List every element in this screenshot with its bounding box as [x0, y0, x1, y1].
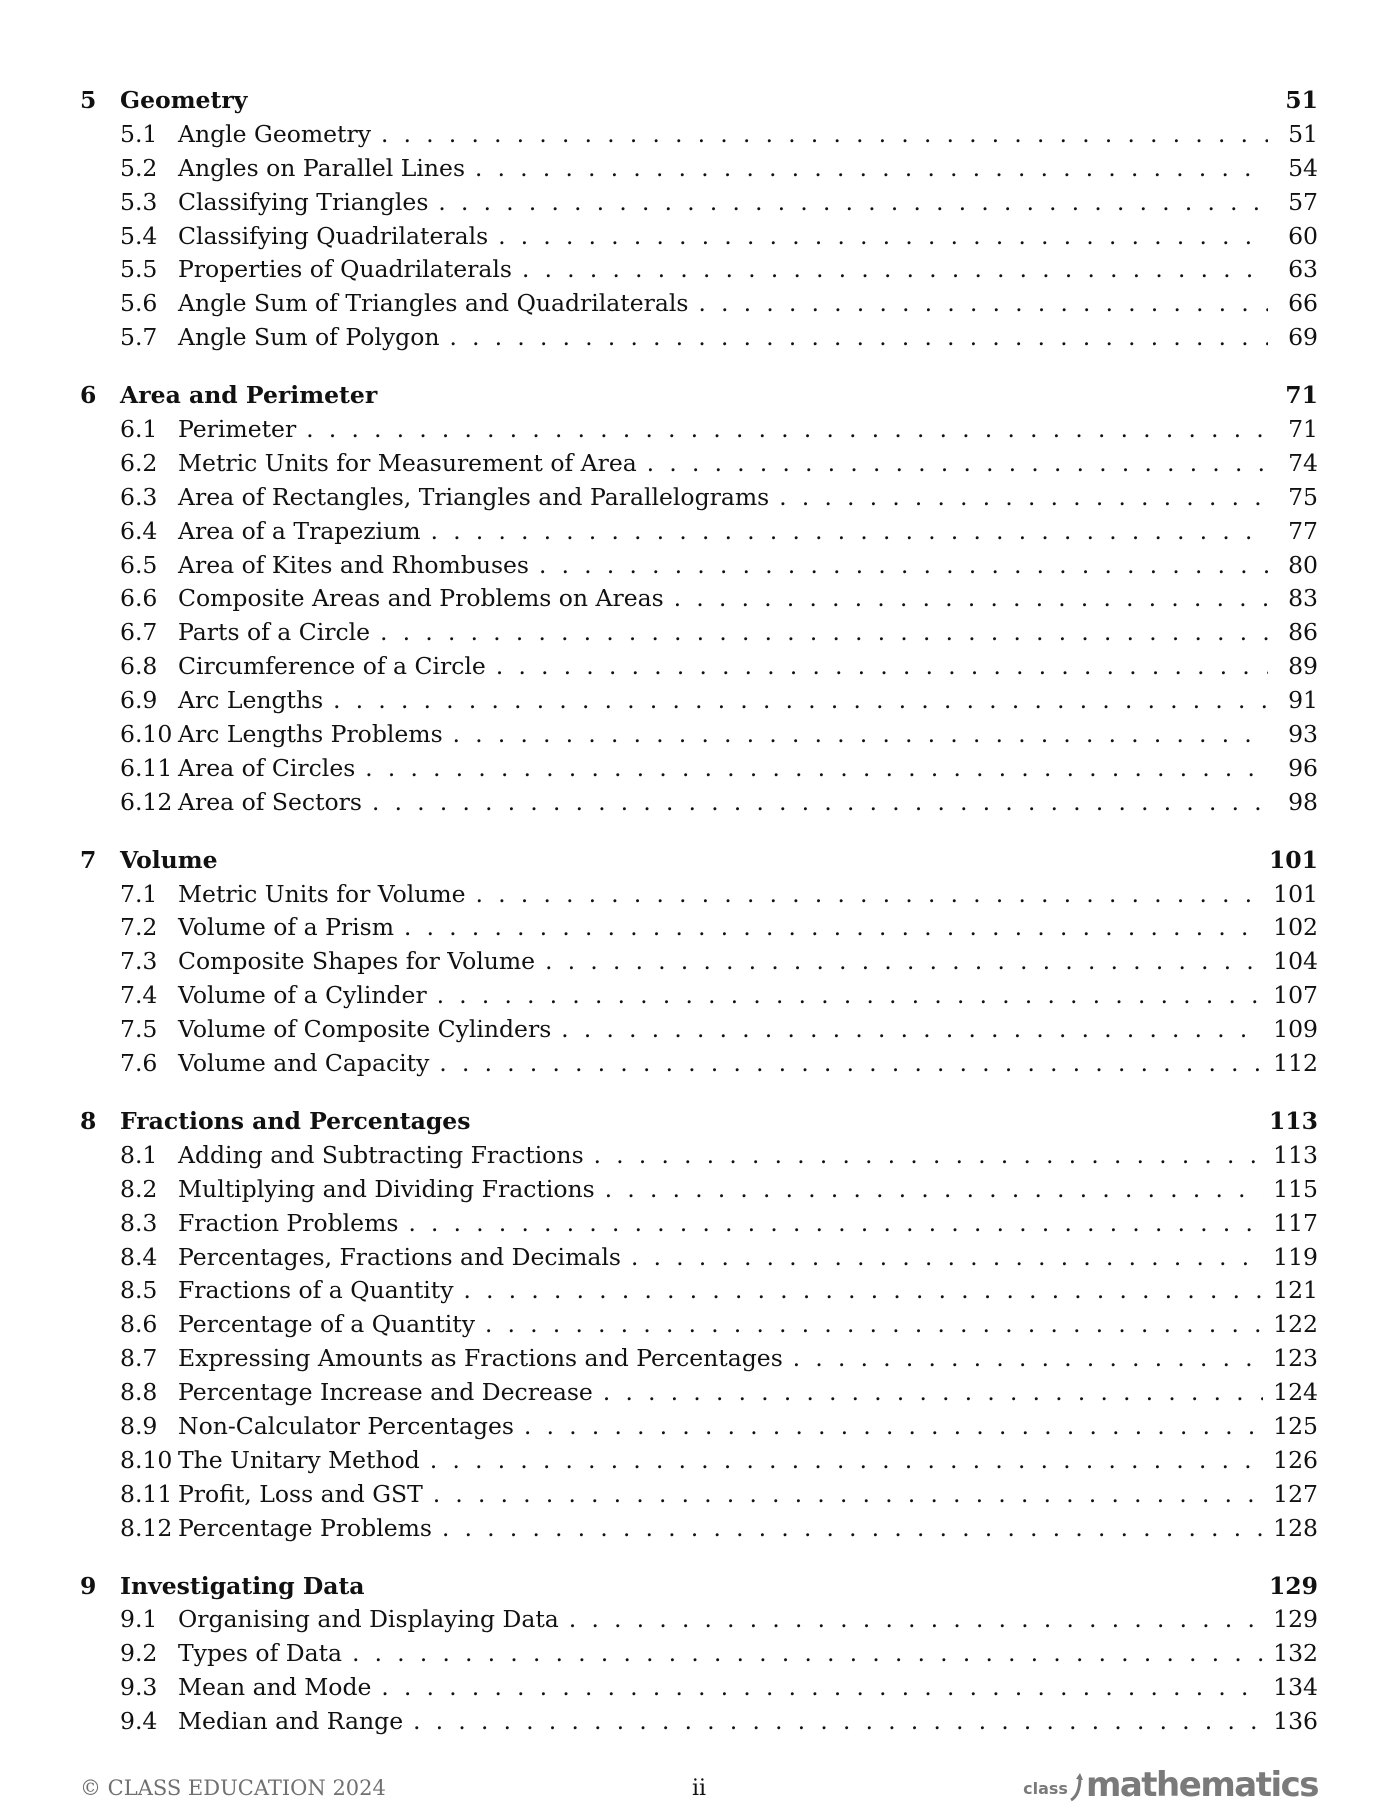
- toc-entry[interactable]: [80, 1705, 1318, 1739]
- section-number: 6.1: [120, 415, 158, 444]
- dot-leader: [433, 1479, 1263, 1513]
- dot-leader: [438, 187, 1268, 221]
- section-number: 6.9: [120, 686, 158, 715]
- toc-entry[interactable]: [80, 1013, 1318, 1047]
- section-number: 7.6: [120, 1049, 158, 1078]
- toc-entry[interactable]: [80, 413, 1318, 447]
- toc-entry[interactable]: [80, 878, 1318, 912]
- toc-entry[interactable]: [80, 220, 1318, 254]
- copyright-text: © CLASS EDUCATION 2024: [80, 1776, 386, 1800]
- chapter-page: 71: [1285, 381, 1318, 410]
- section-page: 136: [1273, 1707, 1318, 1736]
- section-number: 8.7: [120, 1344, 158, 1373]
- dot-leader: [475, 153, 1268, 187]
- toc-entry[interactable]: [80, 515, 1318, 549]
- section-page: 93: [1288, 720, 1318, 749]
- chapter-title: Fractions and Percentages: [120, 1106, 471, 1135]
- toc-entry[interactable]: [80, 911, 1318, 945]
- dot-leader: [333, 685, 1268, 719]
- section-page: 107: [1273, 981, 1318, 1010]
- dot-leader: [404, 912, 1263, 946]
- section-title: Classifying Triangles: [178, 187, 429, 216]
- dot-leader: [647, 448, 1268, 482]
- section-title: Volume of a Cylinder: [178, 981, 427, 1010]
- section-page: 102: [1273, 913, 1318, 942]
- toc-entry[interactable]: [80, 152, 1318, 186]
- section-number: 6.6: [120, 584, 158, 613]
- section-page: 119: [1273, 1242, 1318, 1271]
- section-title: Median and Range: [178, 1707, 404, 1736]
- section-number: 8.2: [120, 1174, 158, 1203]
- section-number: 8.5: [120, 1276, 158, 1305]
- section-number: 8.12: [120, 1513, 173, 1542]
- section-page: 75: [1288, 482, 1318, 511]
- section-title: Types of Data: [178, 1639, 343, 1668]
- section-title: Metric Units for Volume: [178, 879, 466, 908]
- section-number: 7.4: [120, 981, 158, 1010]
- toc-entry[interactable]: [80, 549, 1318, 583]
- section-title: Multiplying and Dividing Fractions: [178, 1174, 595, 1203]
- page-number: ii: [692, 1776, 707, 1801]
- section-number: 7.3: [120, 947, 158, 976]
- toc-entry[interactable]: [80, 253, 1318, 287]
- section-title: Angles on Parallel Lines: [178, 153, 466, 182]
- toc-entry[interactable]: [80, 979, 1318, 1013]
- toc-entry[interactable]: [80, 1241, 1318, 1275]
- page-footer: [80, 1765, 1318, 1808]
- dot-leader: [442, 1513, 1263, 1547]
- section-number: 7.2: [120, 913, 158, 942]
- section-number: 5.3: [120, 187, 158, 216]
- section-page: 128: [1273, 1513, 1318, 1542]
- section-page: 51: [1288, 119, 1318, 148]
- section-title: Composite Shapes for Volume: [178, 947, 536, 976]
- chapter-title: Volume: [120, 845, 218, 874]
- dot-leader: [439, 1048, 1263, 1082]
- section-number: 6.10: [120, 720, 173, 749]
- chapter-title: Investigating Data: [120, 1571, 365, 1600]
- section-number: 5.1: [120, 119, 158, 148]
- section-title: Percentage Problems: [178, 1513, 432, 1542]
- section-number: 8.9: [120, 1411, 158, 1440]
- section-page: 96: [1288, 753, 1318, 782]
- section-number: 8.3: [120, 1208, 158, 1237]
- toc-chapter: [80, 84, 1318, 355]
- section-number: 8.4: [120, 1242, 158, 1271]
- toc-entry[interactable]: [80, 1410, 1318, 1444]
- section-title: Angle Geometry: [178, 119, 372, 148]
- section-page: 63: [1288, 255, 1318, 284]
- section-title: The Unitary Method: [178, 1445, 420, 1474]
- section-title: Expressing Amounts as Fractions and Percentages: [178, 1344, 783, 1373]
- dot-leader: [603, 1377, 1263, 1411]
- toc-entry[interactable]: [80, 718, 1318, 752]
- toc-chapter: [80, 844, 1318, 1081]
- section-page: 57: [1288, 187, 1318, 216]
- section-title: Adding and Subtracting Fractions: [178, 1140, 584, 1169]
- dot-leader: [413, 1706, 1263, 1740]
- section-title: Volume of a Prism: [178, 913, 394, 942]
- section-number: 6.8: [120, 652, 158, 681]
- dot-leader: [449, 322, 1268, 356]
- toc-entry[interactable]: [80, 1047, 1318, 1081]
- toc-entry[interactable]: [80, 481, 1318, 515]
- dot-leader: [594, 1140, 1264, 1174]
- section-page: 126: [1273, 1445, 1318, 1474]
- section-page: 66: [1288, 289, 1318, 318]
- chapter-page: 51: [1285, 86, 1318, 114]
- dot-leader: [545, 946, 1263, 980]
- toc-entry[interactable]: [80, 616, 1318, 650]
- section-number: 5.6: [120, 289, 158, 318]
- toc-entry[interactable]: [80, 1444, 1318, 1478]
- section-page: 127: [1273, 1479, 1318, 1508]
- dot-leader: [464, 1275, 1264, 1309]
- dot-leader: [372, 787, 1268, 821]
- dot-leader: [496, 651, 1268, 685]
- logo-mathematics-text: mathematics: [1085, 1765, 1318, 1805]
- toc-entry[interactable]: [80, 186, 1318, 220]
- dot-leader: [569, 1604, 1263, 1638]
- chapter-number: 9: [80, 1571, 97, 1600]
- section-title: Composite Areas and Problems on Areas: [178, 584, 664, 613]
- section-title: Angle Sum of Polygon: [178, 323, 440, 352]
- section-page: 113: [1273, 1140, 1318, 1169]
- table-of-contents: [80, 84, 1318, 1763]
- chapter-page: 113: [1268, 1106, 1318, 1135]
- chapter-number: 7: [80, 845, 97, 874]
- section-title: Fractions of a Quantity: [178, 1276, 454, 1305]
- section-page: 86: [1288, 618, 1318, 647]
- section-page: 124: [1273, 1378, 1318, 1407]
- logo-class-text: class: [1023, 1779, 1068, 1798]
- section-title: Classifying Quadrilaterals: [178, 221, 489, 250]
- dot-leader: [408, 1208, 1263, 1242]
- section-title: Volume of Composite Cylinders: [178, 1015, 552, 1044]
- toc-entry[interactable]: [80, 321, 1318, 355]
- section-page: 125: [1273, 1411, 1318, 1440]
- dot-leader: [524, 1411, 1263, 1445]
- section-title: Area of a Trapezium: [178, 516, 421, 545]
- toc-entry[interactable]: [80, 1308, 1318, 1342]
- toc-entry[interactable]: [80, 1342, 1318, 1376]
- section-number: 8.6: [120, 1310, 158, 1339]
- swoosh-arrow-icon: [1070, 1772, 1084, 1802]
- section-title: Mean and Mode: [178, 1673, 372, 1702]
- section-page: 123: [1273, 1344, 1318, 1373]
- section-title: Arc Lengths Problems: [178, 720, 443, 749]
- section-title: Percentage Increase and Decrease: [178, 1378, 593, 1407]
- section-number: 8.8: [120, 1378, 158, 1407]
- dot-leader: [381, 1672, 1263, 1706]
- section-page: 71: [1288, 415, 1318, 444]
- section-page: 60: [1288, 221, 1318, 250]
- section-title: Angle Sum of Triangles and Quadrilaterals: [178, 289, 689, 318]
- section-title: Parts of a Circle: [178, 618, 371, 647]
- toc-entry[interactable]: [80, 1274, 1318, 1308]
- toc-entry[interactable]: [80, 1671, 1318, 1705]
- dot-leader: [539, 550, 1268, 584]
- toc-entry[interactable]: [80, 1637, 1318, 1671]
- section-title: Percentage of a Quantity: [178, 1310, 475, 1339]
- section-title: Perimeter: [178, 415, 297, 444]
- toc-entry[interactable]: [80, 1478, 1318, 1512]
- section-title: Organising and Displaying Data: [178, 1605, 559, 1634]
- section-title: Properties of Quadrilaterals: [178, 255, 512, 284]
- toc-entry[interactable]: [80, 1603, 1318, 1637]
- dot-leader: [561, 1014, 1263, 1048]
- dot-leader: [352, 1638, 1263, 1672]
- dot-leader: [522, 254, 1268, 288]
- toc-entry[interactable]: [80, 1207, 1318, 1241]
- section-page: 115: [1273, 1174, 1318, 1203]
- dot-leader: [430, 1445, 1263, 1479]
- section-page: 77: [1288, 516, 1318, 545]
- chapter-heading[interactable]: [80, 1105, 1318, 1139]
- section-page: 74: [1288, 448, 1318, 477]
- section-number: 8.1: [120, 1140, 158, 1169]
- section-title: Arc Lengths: [178, 686, 324, 715]
- section-number: 6.11: [120, 753, 173, 782]
- section-page: 117: [1273, 1208, 1318, 1237]
- section-number: 6.2: [120, 448, 158, 477]
- section-number: 6.7: [120, 618, 158, 647]
- dot-leader: [485, 1309, 1263, 1343]
- chapter-number: 5: [80, 86, 97, 114]
- chapter-number: 8: [80, 1106, 97, 1135]
- section-number: 8.10: [120, 1445, 173, 1474]
- section-number: 7.1: [120, 879, 158, 908]
- section-number: 6.5: [120, 550, 158, 579]
- dot-leader: [437, 980, 1263, 1014]
- section-page: 80: [1288, 550, 1318, 579]
- section-page: 109: [1273, 1015, 1318, 1044]
- toc-entry[interactable]: [80, 1512, 1318, 1546]
- toc-entry[interactable]: [80, 786, 1318, 820]
- section-number: 5.5: [120, 255, 158, 284]
- section-number: 6.4: [120, 516, 158, 545]
- dot-leader: [380, 617, 1268, 651]
- section-number: 9.4: [120, 1707, 158, 1736]
- toc-chapter: [80, 379, 1318, 820]
- section-title: Non-Calculator Percentages: [178, 1411, 514, 1440]
- section-title: Metric Units for Measurement of Area: [178, 448, 637, 477]
- dot-leader: [365, 753, 1268, 787]
- section-page: 129: [1273, 1605, 1318, 1634]
- toc-entry[interactable]: [80, 447, 1318, 481]
- dot-leader: [605, 1174, 1263, 1208]
- section-page: 91: [1288, 686, 1318, 715]
- section-page: 112: [1273, 1049, 1318, 1078]
- dot-leader: [674, 583, 1268, 617]
- section-number: 8.11: [120, 1479, 173, 1508]
- chapter-heading[interactable]: [80, 1570, 1318, 1604]
- section-number: 6.12: [120, 787, 173, 816]
- toc-entry[interactable]: [80, 752, 1318, 786]
- section-number: 9.2: [120, 1639, 158, 1668]
- toc-entry[interactable]: [80, 287, 1318, 321]
- toc-chapter: [80, 1570, 1318, 1739]
- section-number: 7.5: [120, 1015, 158, 1044]
- dot-leader: [498, 221, 1268, 255]
- section-page: 121: [1273, 1276, 1318, 1305]
- dot-leader: [476, 879, 1264, 913]
- dot-leader: [453, 719, 1268, 753]
- chapter-number: 6: [80, 381, 97, 410]
- section-number: 5.4: [120, 221, 158, 250]
- dot-leader: [431, 516, 1268, 550]
- section-title: Fraction Problems: [178, 1208, 399, 1237]
- dot-leader: [793, 1343, 1263, 1377]
- dot-leader: [779, 482, 1268, 516]
- section-number: 9.3: [120, 1673, 158, 1702]
- section-title: Area of Rectangles, Triangles and Parallelograms: [178, 482, 770, 511]
- toc-entry[interactable]: [80, 650, 1318, 684]
- section-title: Area of Sectors: [178, 787, 362, 816]
- chapter-heading[interactable]: [80, 844, 1318, 878]
- section-page: 89: [1288, 652, 1318, 681]
- chapter-page: 129: [1268, 1571, 1318, 1600]
- section-title: Circumference of a Circle: [178, 652, 486, 681]
- chapter-heading[interactable]: [80, 379, 1318, 413]
- section-number: 5.2: [120, 153, 158, 182]
- section-page: 69: [1288, 323, 1318, 352]
- dot-leader: [698, 288, 1268, 322]
- section-page: 104: [1273, 947, 1318, 976]
- toc-entry[interactable]: [80, 1173, 1318, 1207]
- section-page: 98: [1288, 787, 1318, 816]
- chapter-page: 101: [1268, 845, 1318, 874]
- section-number: 6.3: [120, 482, 158, 511]
- section-page: 83: [1288, 584, 1318, 613]
- toc-entry[interactable]: [80, 1139, 1318, 1173]
- dot-leader: [381, 119, 1268, 153]
- toc-entry[interactable]: [80, 945, 1318, 979]
- section-number: 9.1: [120, 1605, 158, 1634]
- chapter-heading[interactable]: [80, 84, 1318, 118]
- section-page: 132: [1273, 1639, 1318, 1668]
- toc-entry[interactable]: [80, 1376, 1318, 1410]
- class-mathematics-logo: [1023, 1765, 1318, 1805]
- section-title: Area of Circles: [178, 753, 356, 782]
- section-number: 5.7: [120, 323, 158, 352]
- section-page: 101: [1273, 879, 1318, 908]
- dot-leader: [306, 414, 1268, 448]
- section-title: Volume and Capacity: [178, 1049, 430, 1078]
- toc-entry[interactable]: [80, 118, 1318, 152]
- section-title: Area of Kites and Rhombuses: [178, 550, 529, 579]
- section-title: Percentages, Fractions and Decimals: [178, 1242, 621, 1271]
- toc-entry[interactable]: [80, 582, 1318, 616]
- toc-entry[interactable]: [80, 684, 1318, 718]
- toc-chapter: [80, 1105, 1318, 1546]
- chapter-title: Geometry: [120, 86, 248, 114]
- section-page: 122: [1273, 1310, 1318, 1339]
- dot-leader: [631, 1242, 1263, 1276]
- section-title: Profit, Loss and GST: [178, 1479, 423, 1508]
- chapter-title: Area and Perimeter: [120, 381, 378, 410]
- section-page: 134: [1273, 1673, 1318, 1702]
- section-page: 54: [1288, 153, 1318, 182]
